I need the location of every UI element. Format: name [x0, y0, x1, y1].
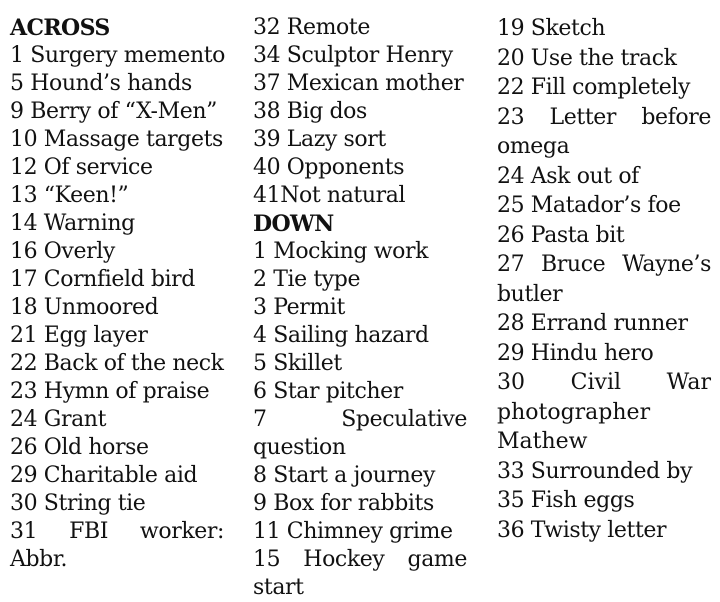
- across-heading: ACROSS: [10, 15, 110, 41]
- down-clue: 33 Surrounded by: [497, 458, 693, 484]
- down-clue: 7 Speculative question: [253, 407, 467, 460]
- across-clue: 40 Opponents: [253, 155, 405, 180]
- across-clue: 39 Lazy sort: [253, 127, 386, 152]
- across-clue: 37 Mexican mother: [253, 71, 464, 96]
- down-clue: 5 Skillet: [253, 351, 342, 376]
- across-clue: 12 Of service: [10, 155, 153, 180]
- across-clue: 9 Berry of “X-Men”: [10, 99, 217, 124]
- down-clue: 24 Ask out of: [497, 163, 639, 189]
- across-clue: 38 Big dos: [253, 99, 367, 124]
- across-clue: 14 Warning: [10, 211, 135, 236]
- across-clue: 5 Hound’s hands: [10, 71, 192, 96]
- down-clue: 15 Hockey game start: [253, 547, 467, 600]
- across-clue: 32 Remote: [253, 15, 370, 40]
- down-clue: 25 Matador’s foe: [497, 193, 681, 218]
- across-clue: 31 FBI worker: Abbr.: [10, 519, 224, 572]
- down-clue: 2 Tie type: [253, 267, 361, 292]
- across-clue: 21 Egg layer: [10, 323, 148, 348]
- across-clue: 1 Surgery memento: [10, 43, 226, 68]
- across-clue: 26 Old horse: [10, 435, 149, 460]
- down-clue: 19 Sketch: [497, 16, 606, 41]
- down-clue: 30 Civil War photographer Mathew: [497, 370, 711, 454]
- down-clue: 36 Twisty letter: [497, 517, 667, 543]
- down-clue: 22 Fill completely: [497, 75, 691, 100]
- down-clue: 29 Hindu hero: [497, 340, 654, 366]
- across-clue: 22 Back of the neck: [10, 351, 224, 376]
- down-clue: 3 Permit: [253, 295, 345, 320]
- across-clue: 29 Charitable aid: [10, 463, 198, 488]
- across-clue: 23 Hymn of praise: [10, 379, 210, 404]
- clue-column-1: [10, 14, 224, 574]
- down-clue: 1 Mocking work: [253, 239, 429, 264]
- down-clue: 28 Errand runner: [497, 311, 688, 336]
- across-clue: 30 String tie: [10, 491, 146, 516]
- across-clue: 24 Grant: [10, 407, 107, 432]
- down-clue: 27 Bruce Wayne’s butler: [497, 252, 711, 307]
- down-clue: 8 Start a journey: [253, 463, 436, 488]
- down-clue: 23 Letter before omega: [497, 104, 711, 159]
- across-clue: 16 Overly: [10, 239, 115, 264]
- down-clue: 35 Fish eggs: [497, 488, 635, 513]
- down-clue: 6 Star pitcher: [253, 379, 403, 404]
- down-clue: 26 Pasta bit: [497, 222, 625, 248]
- down-clue: 11 Chimney grime: [253, 519, 453, 544]
- clue-column-2: [253, 14, 467, 602]
- across-clue: 34 Sculptor Henry: [253, 43, 453, 68]
- across-clue: 18 Unmoored: [10, 295, 159, 320]
- across-clue: 13 “Keen!”: [10, 183, 129, 208]
- down-clue: 4 Sailing hazard: [253, 323, 429, 348]
- down-clue: 20 Use the track: [497, 45, 677, 71]
- clue-column-3: [497, 14, 711, 545]
- down-heading: DOWN: [253, 211, 334, 237]
- down-clue: 9 Box for rabbits: [253, 491, 434, 516]
- across-clue: 10 Massage targets: [10, 127, 223, 152]
- across-clue: 17 Cornfield bird: [10, 267, 195, 292]
- across-clue: 41Not natural: [253, 183, 406, 208]
